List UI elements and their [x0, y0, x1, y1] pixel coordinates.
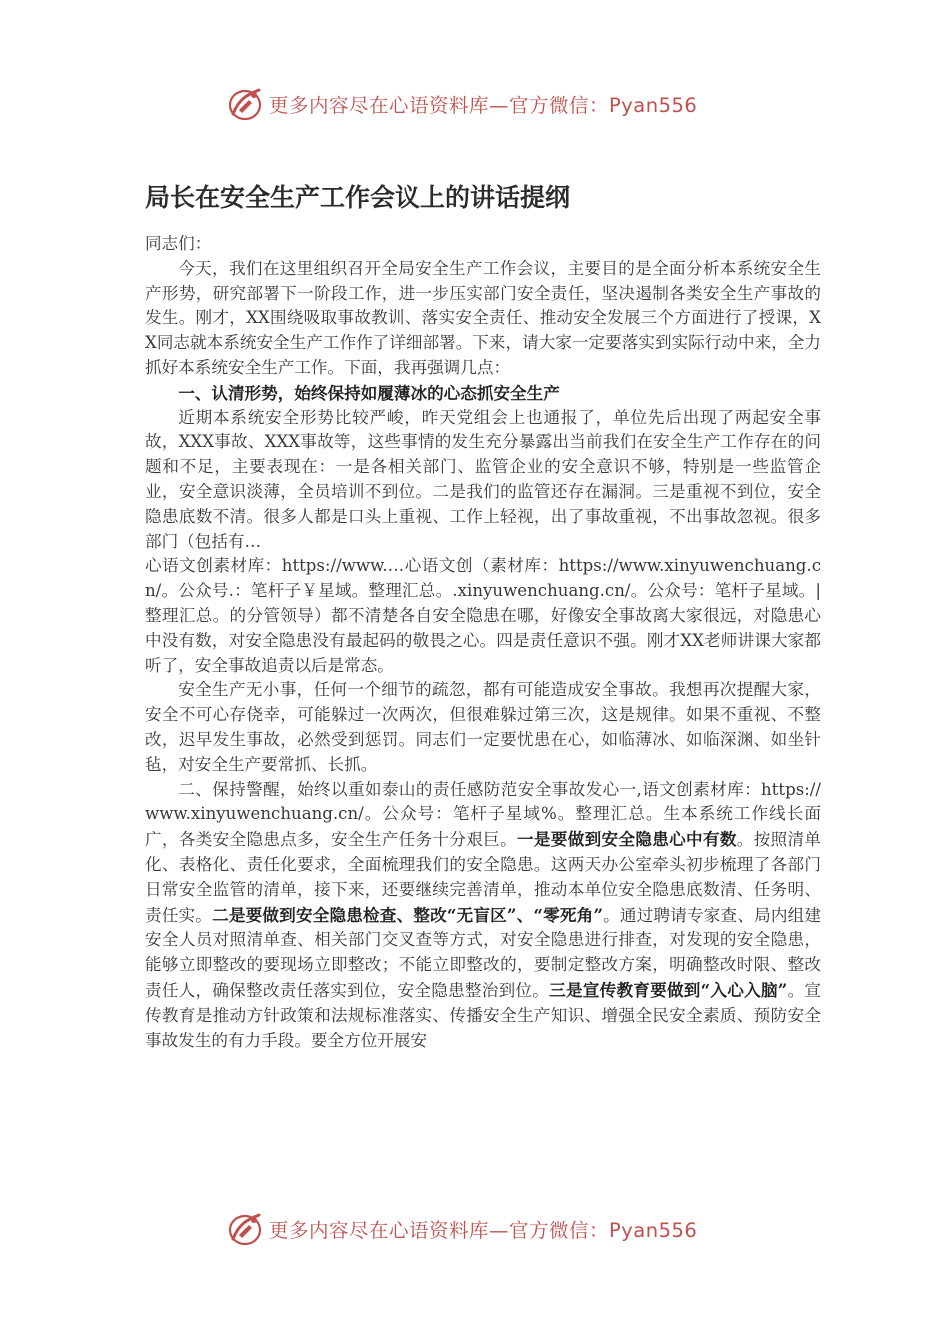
paragraph-warning: 安全生产无小事，任何一个细节的疏忽，都有可能造成安全事故。我想再次提醒大家，安全不可心存侥幸，可能躲过一次两次，但很难躲过第三次，这是规律。如果不重视、不整改，迟早发生事故，必然受到惩罚。同志们一定要忧患在心，如临薄冰、如临深渊、如坐针毡，对安全生产要常抓、长抓。: [145, 680, 821, 774]
document-title: 局长在安全生产工作会议上的讲话提纲: [145, 183, 571, 212]
document-body: [145, 232, 821, 1053]
paragraph-situation: [145, 406, 821, 679]
banner-text: 更多内容尽在心语资料库—官方微信：Pyan556: [269, 94, 698, 117]
section-heading-1: 一、认清形势，始终保持如履薄冰的心态抓安全生产: [178, 382, 560, 403]
paragraph-intro: 今天，我们在这里组织召开全局安全生产工作会议，主要目的是全面分析本系统安全生产形势，研究部署下一阶段工作，进一步压实部门安全责任，坚决遏制各类安全生产事故的发生。刚才，XX围绕吸取事故教训、落实安全责任、推动安全发展三个方面进行了授课，XX同志就本系统安全生产工作作了详细部署。下来，请大家一定要落实到实际行动中来，全力抓好本系统安全生产工作。下面，我再强调几点：: [145, 258, 821, 377]
greeting: 同志们：: [145, 234, 212, 253]
point-1-text: 。按照清单化、表格化、责任化要求，全面梳理我们的安全隐患。这两天办公室牵头初步梳理了各部门日常安全监管的清单，接下来，还要继续完善清单，推动本单位安全隐患底数清、任务明、责任实。: [145, 830, 822, 925]
point-2-text: 。通过聘请专家查、局内组建安全人员对照清单查、相关部门交叉查等方式，对安全隐患进行排查，对发现的安全隐患，能够立即整改的要现场立即整改；不能立即整改的，要制定整改方案，明确整改时限、整改责任人，确保整改责任落实到位，安全隐患整治到位。: [145, 905, 822, 1000]
brand-logo-icon: [225, 1209, 265, 1249]
paragraph-situation-text: 近期本系统安全形势比较严峻，昨天党组会上也通报了，单位先后出现了两起安全事故，XXX事故、XXX事故等，这些事情的发生充分暴露出当前我们在安全生产工作存在的问题和不足，主要表现在：一是各相关部门、监管企业的安全意识不够，特别是一些监管企业，安全意识淡薄，全员培训不到位。二是我们的监管还存在漏洞。三是重视不到位，安全隐患底数不清。很多人都是口头上重视、工作上轻视，出了事故重视，不出事故忽视。很多部门（包括有…: [145, 407, 821, 551]
footer-banner: [225, 1209, 725, 1249]
point-3-text: 。宣传教育是推动方针政策和法规标准落实、传播安全生产知识、增强全民安全素质、预防安全事故发生的有力手段。要全方位开展安: [145, 980, 822, 1050]
point-1: 一是要做到安全隐患心中有数: [516, 829, 737, 850]
point-2: 二是要做到安全隐患检查、整改“无盲区”、“零死角”: [212, 904, 603, 925]
banner-text: 更多内容尽在心语资料库—官方微信：Pyan556: [269, 1219, 698, 1242]
section-2-intro: 二、保持警醒，始终以重如泰山的责任感防范安全事故发心一,语文创素材库：https://www.xinyuwenchuang.cn/。公众号：笔杆子星域%。整理汇总。生本系统工作线长面广，各类安全隐患点多，安全生产任务十分艰巨。: [145, 779, 821, 850]
paragraph-section-2: [145, 778, 821, 1054]
point-3: 三是宣传教育要做到“入心入脑”: [549, 979, 788, 1000]
header-banner: [225, 84, 725, 124]
brand-logo-icon: [225, 84, 265, 124]
paragraph-situation-cont: 心语文创素材库：https://www.…心语文创（素材库：https://www.xinyuwenchuang.cn/。公众号.：笔杆子￥星域。整理汇总。.xinyuwenchuang.cn/。公众号：笔杆子星域。|整理汇总。的分管领导）都不清楚各自安全隐患在哪，好像安全事故离大家很远，对隐患心中没有数，对安全隐患没有最起码的敬畏之心。四是责任意识不强。刚才XX老师讲课大家都听了，安全事故追责以后是常态。: [145, 556, 821, 675]
